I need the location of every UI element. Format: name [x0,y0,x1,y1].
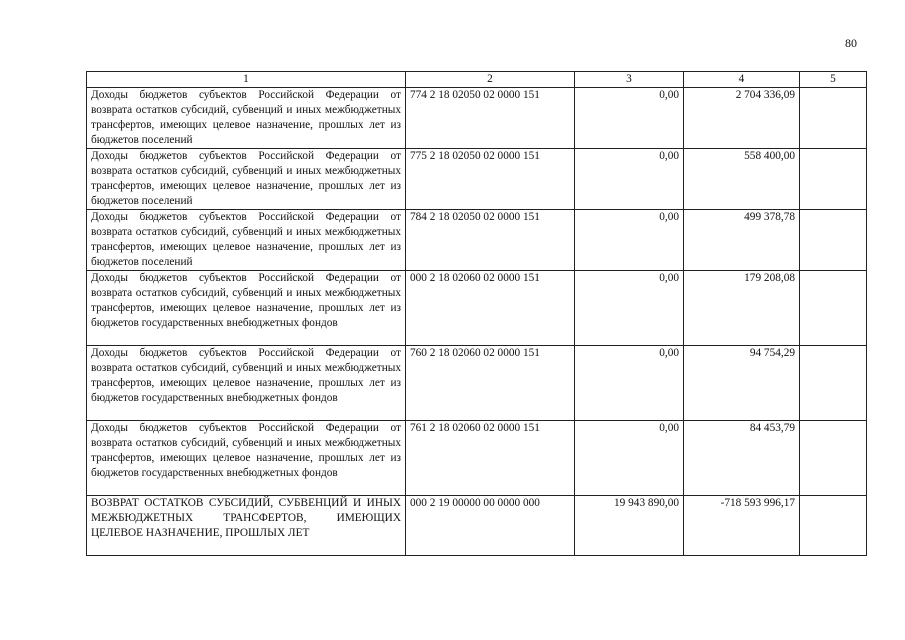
table-row [87,88,867,149]
column-header: 2 [406,72,575,88]
table-row [87,210,867,271]
column-header: 3 [575,72,684,88]
row-code: 000 2 18 02060 02 0000 151 [406,271,575,346]
row-col5-value [800,346,867,421]
column-header: 4 [684,72,800,88]
table-row [87,271,867,346]
row-code: 774 2 18 02050 02 0000 151 [406,88,575,149]
row-description: Доходы бюджетов субъектов Российской Федерации от возврата остатков субсидий, субвенций и иных межбюджетных трансфертов, имеющих целевое назначение, прошлых лет из бюджетов государственных внебюджетных фондов [87,346,406,421]
row-col5-value [800,496,867,556]
row-col4-value: -718 593 996,17 [684,496,800,556]
table-row [87,421,867,496]
row-description: ВОЗВРАТ ОСТАТКОВ СУБСИДИЙ, СУБВЕНЦИЙ И ИНЫХ МЕЖБЮДЖЕТНЫХ ТРАНСФЕРТОВ, ИМЕЮЩИХ ЦЕЛЕВОЕ НАЗНАЧЕНИЕ, ПРОШЛЫХ ЛЕТ [87,496,406,556]
row-col5-value [800,149,867,210]
row-code: 775 2 18 02050 02 0000 151 [406,149,575,210]
budget-table [86,71,867,556]
row-col4-value: 558 400,00 [684,149,800,210]
row-code: 761 2 18 02060 02 0000 151 [406,421,575,496]
row-description: Доходы бюджетов субъектов Российской Федерации от возврата остатков субсидий, субвенций и иных межбюджетных трансфертов, имеющих целевое назначение, прошлых лет из бюджетов государственных внебюджетных фондов [87,271,406,346]
row-col3-value: 0,00 [575,271,684,346]
row-col4-value: 94 754,29 [684,346,800,421]
row-col4-value: 2 704 336,09 [684,88,800,149]
row-col3-value: 0,00 [575,149,684,210]
row-description: Доходы бюджетов субъектов Российской Федерации от возврата остатков субсидий, субвенций и иных межбюджетных трансфертов, имеющих целевое назначение, прошлых лет из бюджетов поселений [87,210,406,271]
table-row [87,496,867,556]
column-header: 5 [800,72,867,88]
row-code: 760 2 18 02060 02 0000 151 [406,346,575,421]
row-col5-value [800,88,867,149]
row-col3-value: 0,00 [575,421,684,496]
row-col5-value [800,421,867,496]
row-col3-value: 0,00 [575,346,684,421]
row-col3-value: 0,00 [575,210,684,271]
row-code: 000 2 19 00000 00 0000 000 [406,496,575,556]
column-header: 1 [87,72,406,88]
row-col5-value [800,210,867,271]
row-col3-value: 19 943 890,00 [575,496,684,556]
row-col4-value: 84 453,79 [684,421,800,496]
row-description: Доходы бюджетов субъектов Российской Федерации от возврата остатков субсидий, субвенций и иных межбюджетных трансфертов, имеющих целевое назначение, прошлых лет из бюджетов поселений [87,149,406,210]
row-code: 784 2 18 02050 02 0000 151 [406,210,575,271]
row-col3-value: 0,00 [575,88,684,149]
row-col4-value: 179 208,08 [684,271,800,346]
page-number: 80 [845,36,857,50]
table-row [87,149,867,210]
table-header-row [87,72,867,88]
table-row [87,346,867,421]
row-col5-value [800,271,867,346]
row-description: Доходы бюджетов субъектов Российской Федерации от возврата остатков субсидий, субвенций и иных межбюджетных трансфертов, имеющих целевое назначение, прошлых лет из бюджетов государственных внебюджетных фондов [87,421,406,496]
row-col4-value: 499 378,78 [684,210,800,271]
row-description: Доходы бюджетов субъектов Российской Федерации от возврата остатков субсидий, субвенций и иных межбюджетных трансфертов, имеющих целевое назначение, прошлых лет из бюджетов поселений [87,88,406,149]
